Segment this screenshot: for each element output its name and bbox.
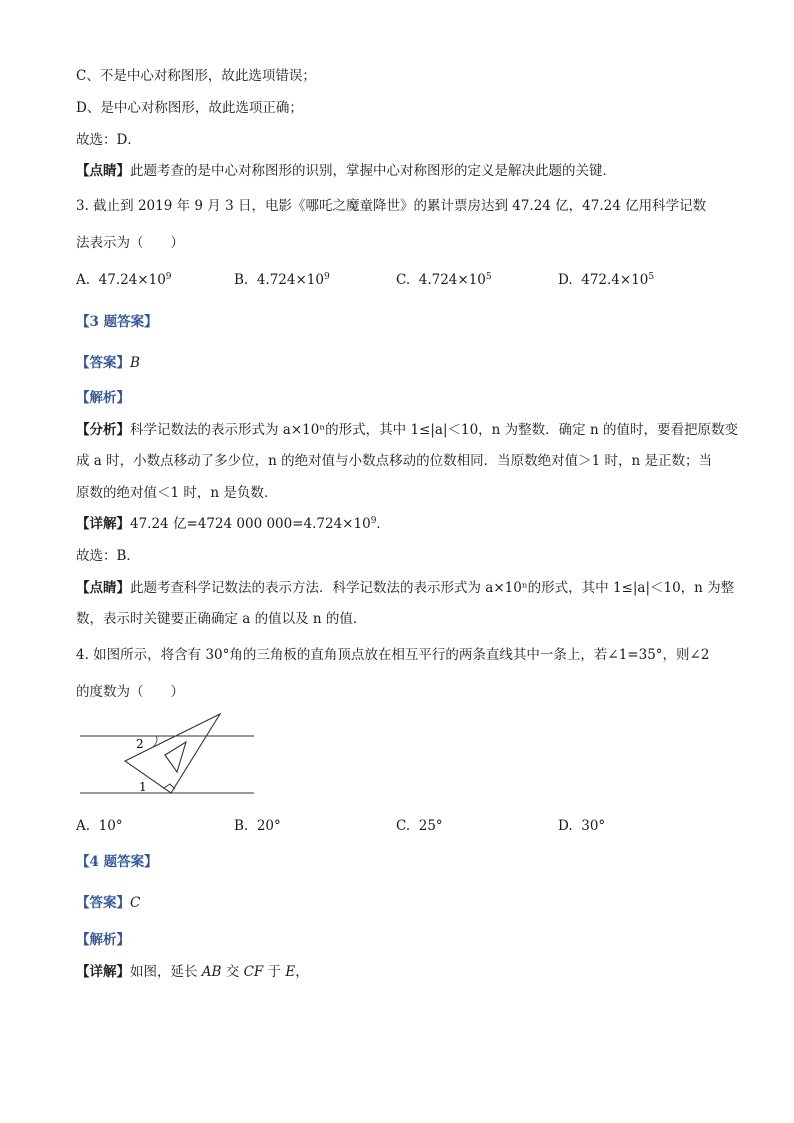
q3-stem-line1: 3. 截止到 2019 年 9 月 3 日，电影《哪吒之魔童降世》的累计票房达到 47.24 亿，47.24 亿用科学记数: [76, 198, 707, 214]
q3-option-c: C. $4.724\times 10^5$: [396, 272, 492, 288]
q4-xiangjie: 【详解】如图，延长 AB 交 CF 于 E，: [76, 964, 309, 980]
q4-answer: [76, 893, 140, 913]
q3-dianjing-line1: 【点睛】此题考查科学记数法的表示方法．科学记数法的表示形式为 a×10ⁿ的形式，其中 1≤|a|＜10，n 为整: [76, 580, 735, 596]
q3-fenxi-line2: 成 a 时，小数点移动了多少位，n 的绝对值与小数点移动的位数相同．当原数绝对值＞1 时，n 是正数；当: [76, 453, 712, 469]
q3-section-title: 【3 题答案】: [76, 314, 158, 330]
answer-value: C: [130, 895, 141, 911]
q3-answer: [76, 353, 140, 373]
q3-jiexi: 【解析】: [76, 390, 130, 406]
q3-stem-line2: 法表示为（ ）: [76, 235, 184, 251]
q4-option-d: D. 30°: [558, 818, 606, 834]
q4-option-a: A. 10°: [76, 818, 123, 834]
option-d-explanation: D、是中心对称图形，故此选项正确；: [76, 100, 303, 116]
q3-xiangjie: 【详解】47.24 亿=4724 000 $000=4.724\times 10^9$．: [76, 516, 390, 532]
option-c-explanation: C、不是中心对称图形，故此选项错误；: [76, 68, 316, 84]
q3-choose: 故选：B．: [76, 548, 140, 564]
q3-fenxi-line1: 【分析】科学记数法的表示形式为 a×10ⁿ的形式，其中 1≤|a|＜10，n 为整数．确定 n 的值时，要看把原数变: [76, 422, 738, 438]
q4-figure: [76, 706, 266, 806]
answer-value: B: [130, 355, 140, 371]
q3-option-d: D. $472.4\times 10^5$: [558, 272, 655, 288]
answer-tag: 【答案】: [76, 895, 130, 911]
answer-tag: 【答案】: [76, 355, 130, 371]
angle2-label: 2: [136, 737, 144, 751]
dianjing-text: 此题考查的是中心对称图形的识别，掌握中心对称图形的定义是解决此题的关键．: [130, 163, 616, 179]
q3-option-b: B. $4.724\times 10^9$: [234, 272, 330, 288]
q4-option-c: C. 25°: [396, 818, 443, 834]
q4-jiexi: 【解析】: [76, 932, 130, 948]
q3-dianjing-line2: 数，表示时关键要正确确定 a 的值以及 n 的值．: [76, 611, 367, 627]
q4-section-title: 【4 题答案】: [76, 854, 158, 870]
angle1-label: 1: [139, 780, 147, 794]
q3-option-a: A. $47.24\times 10^9$: [76, 272, 172, 288]
choose-d: 故选：D．: [76, 132, 141, 148]
dianjing-tag: 【点睛】: [76, 163, 130, 179]
q4-option-b: B. 20°: [234, 818, 281, 834]
triangle-ruler-inner: [165, 742, 186, 772]
q4-stem-line1: 4. 如图所示，将含有 30°角的三角板的直角顶点放在相互平行的两条直线其中一条上，若∠1=35°，则∠2: [76, 647, 710, 663]
dianjing-q2: [76, 161, 616, 181]
q4-stem-line2: 的度数为（ ）: [76, 684, 184, 700]
q3-fenxi-line3: 原数的绝对值＜1 时，n 是负数．: [76, 485, 278, 501]
